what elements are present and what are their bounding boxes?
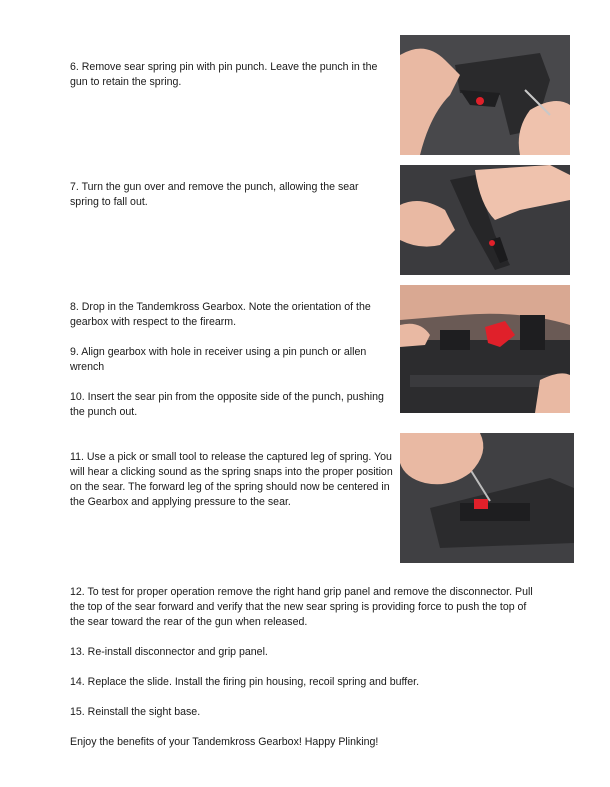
step-11-text: 11. Use a pick or small tool to release the captured leg of spring. You will hear a clicking sound as the spring snaps into the proper position on the sear. The forward leg of the spring should now be centered in the Gearbox and applying pressure to the sear. xyxy=(70,451,393,508)
closing-text: Enjoy the benefits of your Tandemkross Gearbox! Happy Plinking! xyxy=(70,736,379,748)
step-7-text: 7. Turn the gun over and remove the punch, allowing the sear spring to fall out. xyxy=(70,181,359,208)
photo-turn-gun-over xyxy=(400,165,570,275)
step-8-text: 8. Drop in the Tandemkross Gearbox. Note the orientation of the gearbox with respect to the firearm. xyxy=(70,301,371,328)
step-6-text: 6. Remove sear spring pin with pin punch. Leave the punch in the gun to retain the spring. xyxy=(70,61,378,88)
photo-remove-sear-spring-pin xyxy=(400,35,570,155)
step-14-text: 14. Replace the slide. Install the firing pin housing, recoil spring and buffer. xyxy=(70,676,420,688)
step-15-text: 15. Reinstall the sight base. xyxy=(70,706,201,718)
step-12-text: 12. To test for proper operation remove the right hand grip panel and remove the disconnector. Pull the top of the sear forward and verify that the new sear spring is providing force to push the top of the sear toward the rear of the gun when released. xyxy=(70,586,533,628)
photo-gearbox-installed xyxy=(400,285,570,413)
step-9-text: 9. Align gearbox with hole in receiver using a pin punch or allen wrench xyxy=(70,346,367,373)
photo-release-spring-leg xyxy=(400,433,574,563)
step-13-text: 13. Re-install disconnector and grip panel. xyxy=(70,646,268,658)
step-10-text: 10. Insert the sear pin from the opposite side of the punch, pushing the punch out. xyxy=(70,391,384,418)
